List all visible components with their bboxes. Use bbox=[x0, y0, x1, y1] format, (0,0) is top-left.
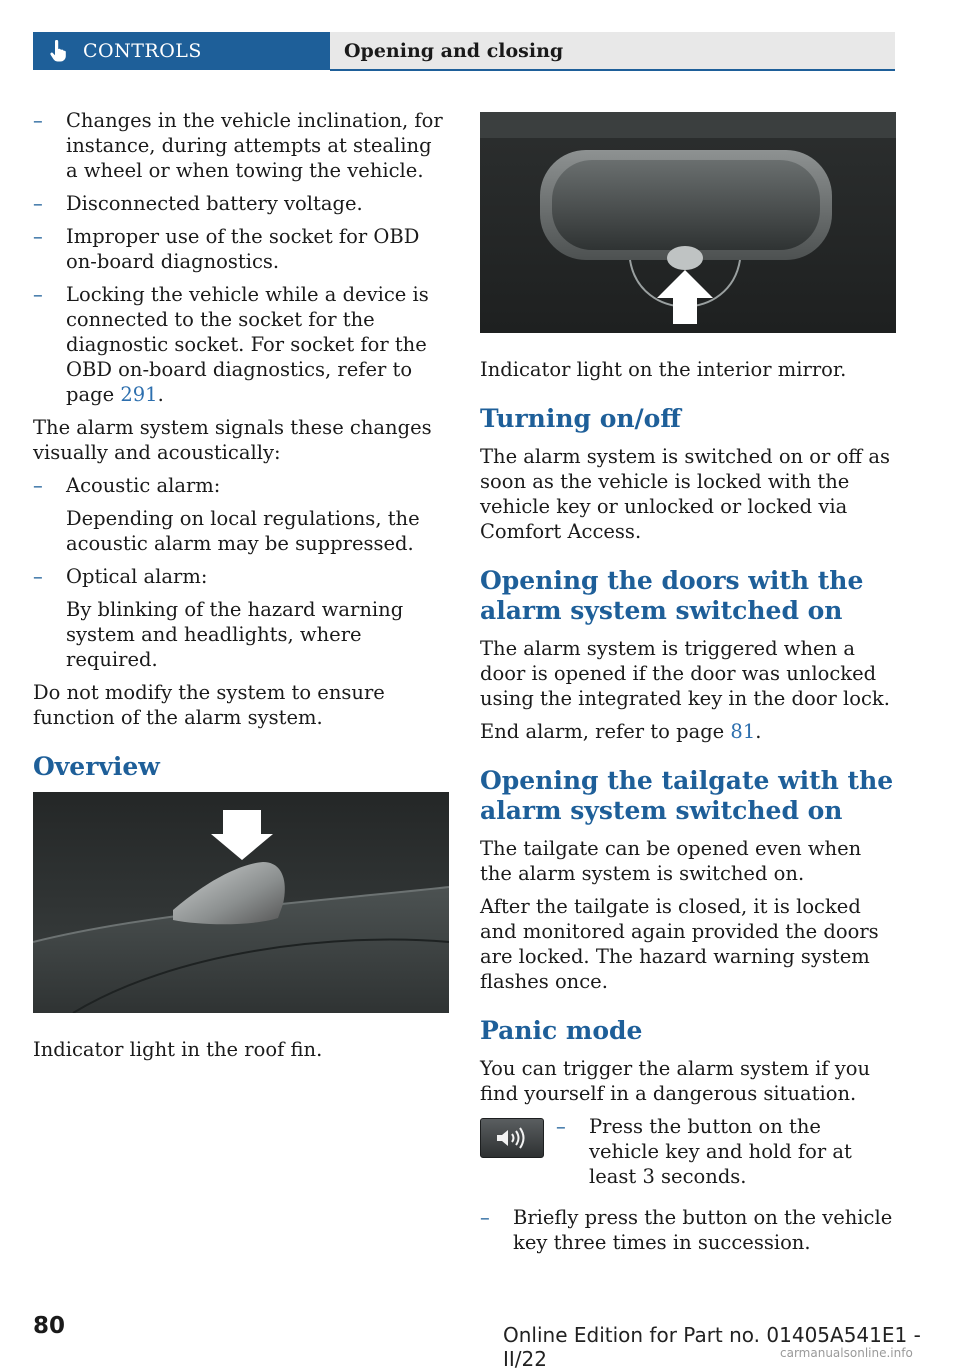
list-item: – Disconnected battery voltage. bbox=[33, 191, 449, 216]
list-item-detail: By blinking of the hazard warning system and headlights, where required. bbox=[66, 598, 404, 671]
roof-fin-photo bbox=[33, 792, 449, 1013]
doors-heading: Opening the doors with the alarm system switched on bbox=[480, 566, 864, 625]
speaker-icon bbox=[480, 1118, 544, 1158]
end-alarm-text: End alarm, refer to page 81. bbox=[480, 720, 762, 743]
signal-paragraph: The alarm system signals these changes visually and acoustically: bbox=[33, 416, 432, 464]
doors-text: The alarm system is triggered when a door is opened if the door was unlocked using the integrated key in the door lock. bbox=[480, 637, 890, 710]
tailgate-text-1: The tailgate can be opened even when the alarm system is switched on. bbox=[480, 837, 862, 885]
list-item: – Changes in the vehicle inclination, for instance, during attempts at stealing a wheel or when towing the vehicle. bbox=[33, 108, 449, 183]
edition-footer: Online Edition for Part no. 01405A541E1 - II/22 bbox=[503, 1323, 921, 1371]
turning-on-off-text: The alarm system is switched on or off as soon as the vehicle is locked with the vehicle key or unlocked or locked via Comfort Access. bbox=[480, 445, 890, 543]
tailgate-heading: Opening the tailgate with the alarm system switched on bbox=[480, 766, 894, 825]
list-item-detail: Depending on local regulations, the acoustic alarm may be suppressed. bbox=[66, 507, 420, 555]
right-column bbox=[480, 112, 896, 1263]
page-number: 80 bbox=[33, 1313, 66, 1339]
trigger-conditions-list bbox=[33, 108, 449, 407]
interior-mirror-photo bbox=[480, 112, 896, 333]
list-item: – Press the button on the vehicle key and hold for at least 3 seconds. bbox=[556, 1114, 896, 1189]
section-label: CONTROLS bbox=[83, 40, 202, 62]
left-column bbox=[33, 108, 449, 1062]
section-tab bbox=[33, 32, 330, 70]
roof-fin-caption: Indicator light in the roof fin. bbox=[33, 1038, 323, 1061]
panic-mode-text: You can trigger the alarm system if you find yourself in a dangerous situation. bbox=[480, 1057, 871, 1105]
panic-steps-list-2 bbox=[480, 1205, 896, 1255]
turning-on-off-heading: Turning on/off bbox=[480, 404, 681, 433]
alarm-types-list bbox=[33, 473, 449, 672]
list-item: – Briefly press the button on the vehicle key three times in succession. bbox=[480, 1205, 896, 1255]
list-item: – Locking the vehicle while a device is connected to the socket for the diagnostic socket. For socket for the OBD on-board diagnostics, refer to page 291. bbox=[33, 282, 449, 407]
list-item: – Optical alarm: By blinking of the hazard warning system and headlights, where required. bbox=[33, 564, 449, 672]
header-rule bbox=[330, 69, 895, 71]
panic-button-item bbox=[480, 1114, 896, 1205]
list-item: – Improper use of the socket for OBD on-board diagnostics. bbox=[33, 224, 449, 274]
hand-pointer-icon bbox=[41, 32, 75, 70]
panic-mode-heading: Panic mode bbox=[480, 1016, 643, 1045]
page-link-291[interactable]: 291 bbox=[120, 383, 158, 406]
mirror-caption: Indicator light on the interior mirror. bbox=[480, 358, 847, 381]
page-link-81[interactable]: 81 bbox=[730, 720, 756, 743]
list-item: – Acoustic alarm: Depending on local regulations, the acoustic alarm may be suppressed. bbox=[33, 473, 449, 556]
chapter-title: Opening and closing bbox=[330, 32, 895, 70]
page-header bbox=[33, 32, 895, 70]
watermark: carmanualsonline.info bbox=[780, 1346, 913, 1360]
panic-steps-list bbox=[556, 1114, 896, 1197]
overview-heading: Overview bbox=[33, 752, 160, 781]
modify-warning-paragraph: Do not modify the system to ensure function of the alarm system. bbox=[33, 681, 385, 729]
tailgate-text-2: After the tailgate is closed, it is locked and monitored again provided the doors are locked. The hazard warning system flashes once. bbox=[480, 895, 879, 993]
